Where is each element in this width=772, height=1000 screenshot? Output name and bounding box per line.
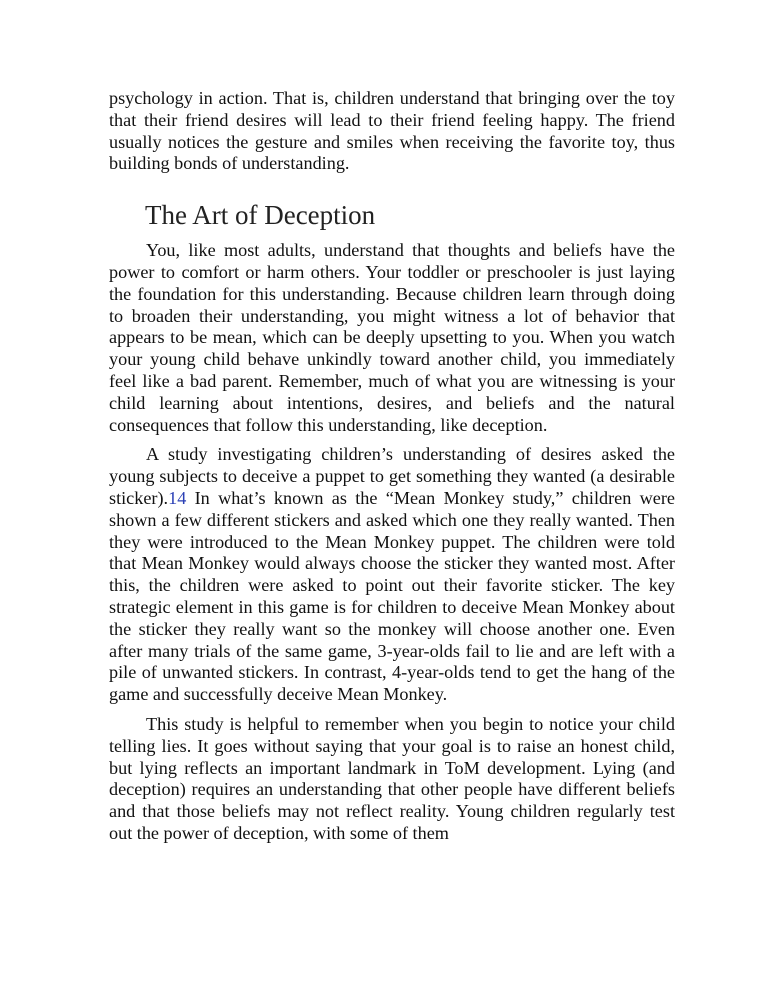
paragraph-continued: psychology in action. That is, children understand that bringing over the toy that their friend desires will lead to their friend feeling happy. The friend usually notices the gesture and smiles when receiving the favorite toy, thus building bonds of understanding. [109,88,675,174]
paragraph-lying: This study is helpful to remember when you begin to notice your child telling lies. It goes without saying that your goal is to raise an honest child, but lying reflects an important landmark in ToM development. Lying (and deception) requires an understanding that other people have different beliefs and that those beliefs may not reflect reality. Young children regularly test out the power of deception, with some of them [109,713,675,843]
paragraph-study-text-2: In what’s known as the “Mean Monkey study,” children were shown a few different stickers and asked which one they really wanted. Then they were introduced to the Mean Monkey puppet. The children were told that Mean Monkey would always choose the sticker they wanted most. After this, the children were asked to point out their favorite sticker. The key strategic element in this game is for children to deceive Mean Monkey about the sticker they really want so the monkey will choose another one. Even after many trials of the same game, 3-year-olds fail to lie and are left with a pile of unwanted stickers. In contrast, 4-year-olds tend to get the hang of the game and successfully deceive Mean Monkey. [109,487,675,705]
section-heading: The Art of Deception [145,200,376,231]
footnote-reference-link[interactable]: 14 [168,487,187,508]
paragraph-intro: You, like most adults, understand that thoughts and beliefs have the power to comfort or harm others. Your toddler or preschooler is just laying the foundation for this understanding. Because children learn through doing to broaden their understanding, you might witness a lot of behavior that appears to be mean, which can be deeply upsetting to you. When you watch your young child behave unkindly toward another child, you immediately feel like a bad parent. Remember, much of what you are witnessing is your child learning about intentions, desires, and beliefs and the natural consequences that follow this understanding, like deception. [109,240,675,435]
paragraph-study [109,444,675,706]
paragraph-study-text-1: A study investigating children’s understanding of desires asked the young subjects to deceive a puppet to get something they wanted (a desirable sticker). [109,444,675,508]
book-page [109,88,675,845]
